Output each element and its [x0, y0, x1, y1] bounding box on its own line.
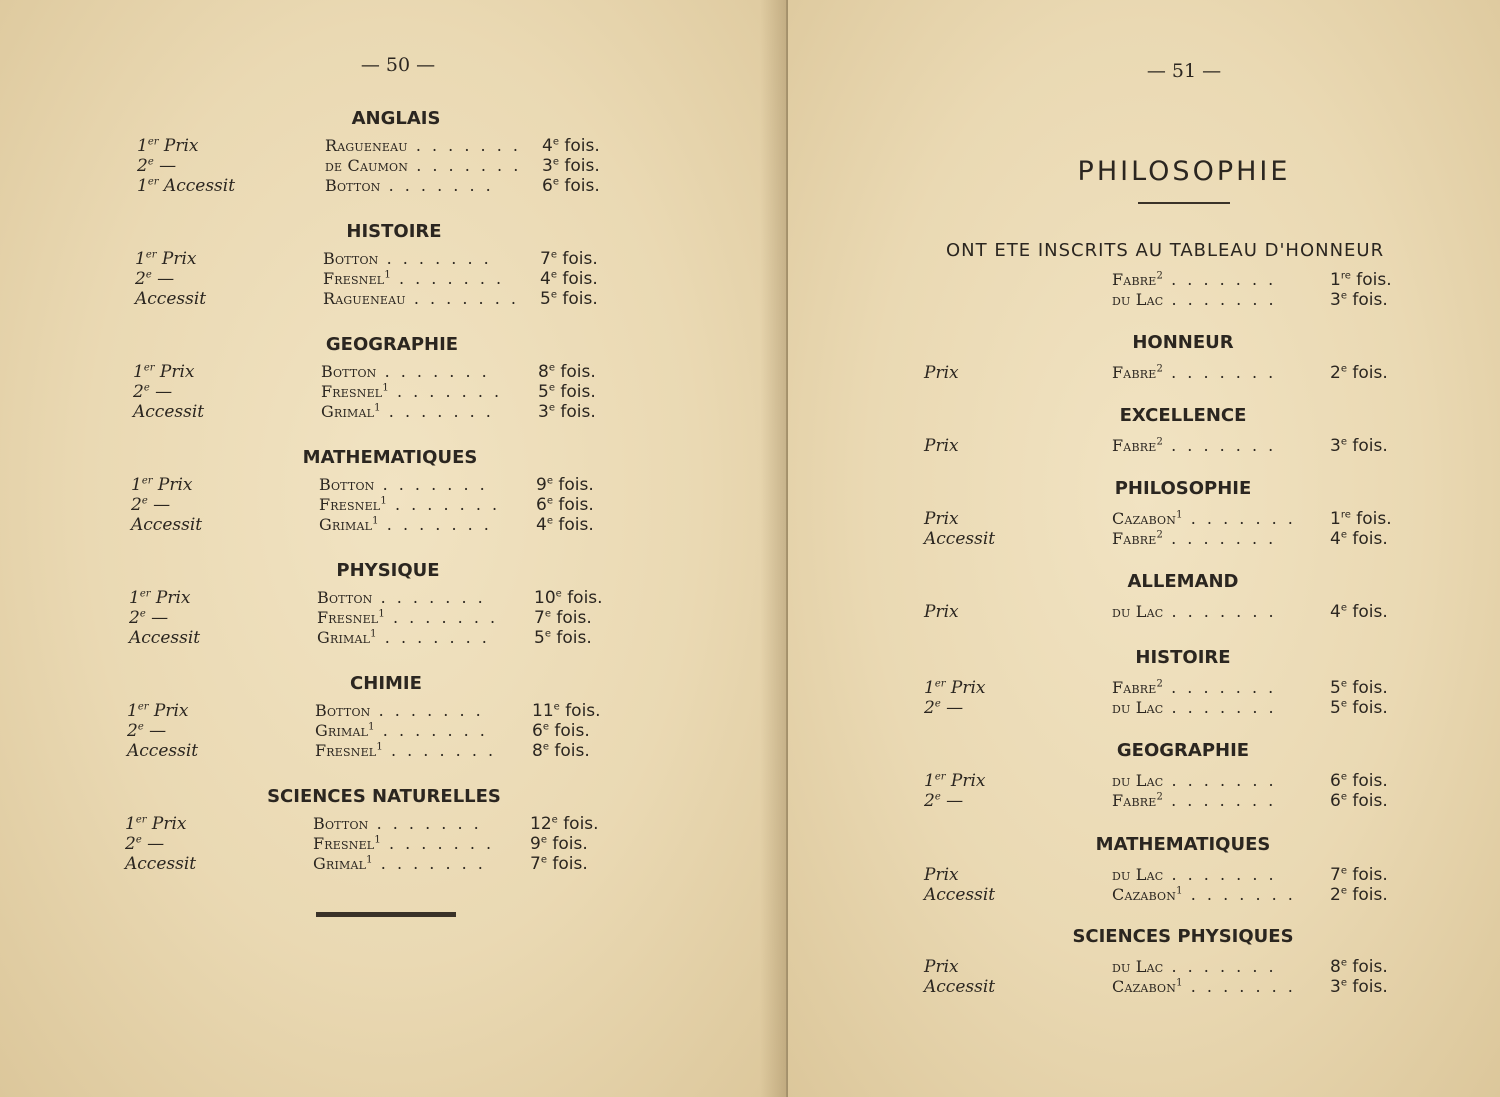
- footnote-marker: 2: [1156, 791, 1164, 803]
- award-label: Prix: [924, 957, 959, 977]
- award-label: 2e —: [127, 721, 167, 741]
- student-name: Fabre$^2$ . . . . . . .: [1112, 791, 1277, 810]
- award-label: Prix: [924, 436, 959, 456]
- section-heading: CHIMIE: [350, 673, 422, 694]
- award-label: 2e —: [135, 269, 175, 289]
- end-rule: [316, 912, 456, 917]
- award-label: Prix: [924, 602, 959, 622]
- fois-count: 9e fois.: [536, 475, 594, 495]
- award-label: 2e —: [133, 382, 173, 402]
- student-name: Grimal$^1$ . . . . . . .: [317, 628, 490, 647]
- section-heading: HONNEUR: [1132, 332, 1234, 353]
- student-name: Cazabon$^1$ . . . . . . .: [1112, 977, 1296, 996]
- student-name: Grimal$^1$ . . . . . . .: [313, 854, 486, 873]
- fois-count: 4e fois.: [1330, 602, 1388, 622]
- fois-count: 2e fois.: [1330, 363, 1388, 383]
- award-label: 1er Prix: [924, 678, 986, 698]
- footnote-marker: 1: [378, 608, 385, 620]
- fois-count: 8e fois.: [1330, 957, 1388, 977]
- fois-count: 11e fois.: [532, 701, 601, 721]
- fois-count: 3e fois.: [542, 156, 600, 176]
- fois-count: 3e fois.: [538, 402, 596, 422]
- page-number-left: — 50 —: [360, 54, 436, 76]
- tableau-heading: ONT ETE INSCRITS AU TABLEAU D'HONNEUR: [946, 240, 1385, 261]
- award-label: Accessit: [135, 289, 207, 309]
- student-name: Fresnel$^1$ . . . . . . .: [319, 495, 501, 514]
- award-label: Accessit: [127, 741, 199, 761]
- fois-count: 5e fois.: [538, 382, 596, 402]
- award-label: 1er Prix: [131, 475, 193, 495]
- award-label: 1er Prix: [129, 588, 191, 608]
- award-label: 1er Accessit: [137, 176, 236, 196]
- fois-count: 3e fois.: [1330, 977, 1388, 997]
- footnote-marker: 1: [376, 741, 383, 753]
- fois-count: 5e fois.: [1330, 698, 1388, 718]
- footnote-marker: 2: [1156, 270, 1164, 282]
- section-heading: HISTOIRE: [1135, 647, 1231, 668]
- fois-count: 7e fois.: [1330, 865, 1388, 885]
- student-name: Ragueneau . . . . . . .: [325, 136, 521, 155]
- fois-count: 6e fois.: [542, 176, 600, 196]
- student-name: Grimal$^1$ . . . . . . .: [321, 402, 494, 421]
- award-label: Prix: [924, 865, 959, 885]
- section-heading: PHILOSOPHIE: [1114, 478, 1252, 499]
- fois-count: 5e fois.: [1330, 678, 1388, 698]
- award-label: 2e —: [924, 791, 964, 811]
- right-page: [788, 0, 1500, 1097]
- section-heading: MATHEMATIQUES: [302, 447, 478, 468]
- section-heading: MATHEMATIQUES: [1095, 834, 1271, 855]
- student-name: du Lac . . . . . . .: [1112, 290, 1277, 309]
- footnote-marker: 1: [370, 628, 377, 640]
- footnote-marker: 1: [380, 495, 387, 507]
- footnote-marker: 2: [1156, 529, 1164, 541]
- footnote-marker: 1: [368, 721, 375, 733]
- section-heading: EXCELLENCE: [1119, 405, 1247, 426]
- footnote-marker: 1: [382, 382, 389, 394]
- student-name: Botton . . . . . . .: [315, 701, 484, 720]
- footnote-marker: 1: [384, 269, 391, 281]
- student-name: Botton . . . . . . .: [321, 362, 490, 381]
- student-name: Fabre$^2$ . . . . . . .: [1112, 363, 1277, 382]
- student-name: Grimal$^1$ . . . . . . .: [315, 721, 488, 740]
- student-name: Grimal$^1$ . . . . . . .: [319, 515, 492, 534]
- award-label: 1er Prix: [135, 249, 197, 269]
- footnote-marker: 1: [372, 515, 379, 527]
- student-name: Botton . . . . . . .: [313, 814, 482, 833]
- award-label: Accessit: [924, 529, 996, 549]
- fois-count: 9e fois.: [530, 834, 588, 854]
- section-heading: SCIENCES NATURELLES: [267, 786, 501, 807]
- page-number-right: — 51 —: [1146, 60, 1222, 82]
- student-name: Fabre$^2$ . . . . . . .: [1112, 678, 1277, 697]
- section-heading: ANGLAIS: [351, 108, 441, 129]
- award-label: Accessit: [125, 854, 197, 874]
- student-name: Botton . . . . . . .: [325, 176, 494, 195]
- title-rule: [1138, 202, 1230, 204]
- page-title: PHILOSOPHIE: [1077, 156, 1291, 187]
- award-label: Prix: [924, 509, 959, 529]
- fois-count: 6e fois.: [1330, 791, 1388, 811]
- award-label: 2e —: [125, 834, 165, 854]
- section-heading: GEOGRAPHIE: [1116, 740, 1250, 761]
- student-name: Fresnel$^1$ . . . . . . .: [321, 382, 503, 401]
- award-label: Accessit: [924, 977, 996, 997]
- student-name: du Lac . . . . . . .: [1112, 865, 1277, 884]
- student-name: du Lac . . . . . . .: [1112, 602, 1277, 621]
- student-name: Fresnel$^1$ . . . . . . .: [317, 608, 499, 627]
- student-name: Fabre$^2$ . . . . . . .: [1112, 270, 1277, 289]
- fois-count: 2e fois.: [1330, 885, 1388, 905]
- student-name: Cazabon$^1$ . . . . . . .: [1112, 885, 1296, 904]
- student-name: Fresnel$^1$ . . . . . . .: [323, 269, 505, 288]
- fois-count: 4e fois.: [540, 269, 598, 289]
- award-label: 2e —: [924, 698, 964, 718]
- footnote-marker: 1: [374, 402, 381, 414]
- award-label: 1er Prix: [133, 362, 195, 382]
- footnote-marker: 2: [1156, 678, 1164, 690]
- student-name: de Caumon . . . . . . .: [325, 156, 522, 175]
- student-name: Fabre$^2$ . . . . . . .: [1112, 529, 1277, 548]
- footnote-marker: 2: [1156, 436, 1164, 448]
- fois-count: 6e fois.: [536, 495, 594, 515]
- fois-count: 8e fois.: [532, 741, 590, 761]
- student-name: Cazabon$^1$ . . . . . . .: [1112, 509, 1296, 528]
- fois-count: 1re fois.: [1330, 509, 1392, 529]
- student-name: Fresnel$^1$ . . . . . . .: [315, 741, 497, 760]
- student-name: Ragueneau . . . . . . .: [323, 289, 519, 308]
- student-name: Botton . . . . . . .: [317, 588, 486, 607]
- award-label: Accessit: [129, 628, 201, 648]
- award-label: Accessit: [133, 402, 205, 422]
- award-label: Accessit: [924, 885, 996, 905]
- section-heading: SCIENCES PHYSIQUES: [1072, 926, 1294, 947]
- student-name: du Lac . . . . . . .: [1112, 698, 1277, 717]
- award-label: 1er Prix: [127, 701, 189, 721]
- fois-count: 8e fois.: [538, 362, 596, 382]
- award-label: 2e —: [137, 156, 177, 176]
- fois-count: 10e fois.: [534, 588, 603, 608]
- fois-count: 3e fois.: [1330, 290, 1388, 310]
- footnote-marker: 1: [1176, 885, 1183, 897]
- student-name: Fabre$^2$ . . . . . . .: [1112, 436, 1277, 455]
- footnote-marker: 2: [1156, 363, 1164, 375]
- fois-count: 7e fois.: [530, 854, 588, 874]
- award-label: 1er Prix: [924, 771, 986, 791]
- fois-count: 4e fois.: [1330, 529, 1388, 549]
- award-label: Accessit: [131, 515, 203, 535]
- student-name: du Lac . . . . . . .: [1112, 771, 1277, 790]
- fois-count: 12e fois.: [530, 814, 599, 834]
- award-label: 2e —: [129, 608, 169, 628]
- student-name: Botton . . . . . . .: [323, 249, 492, 268]
- section-heading: HISTOIRE: [346, 221, 442, 242]
- fois-count: 7e fois.: [540, 249, 598, 269]
- footnote-marker: 1: [366, 854, 373, 866]
- fois-count: 6e fois.: [1330, 771, 1388, 791]
- student-name: Botton . . . . . . .: [319, 475, 488, 494]
- award-label: 2e —: [131, 495, 171, 515]
- fois-count: 4e fois.: [542, 136, 600, 156]
- fois-count: 4e fois.: [536, 515, 594, 535]
- fois-count: 5e fois.: [534, 628, 592, 648]
- section-heading: ALLEMAND: [1127, 571, 1239, 592]
- fois-count: 6e fois.: [532, 721, 590, 741]
- fois-count: 3e fois.: [1330, 436, 1388, 456]
- fois-count: 7e fois.: [534, 608, 592, 628]
- section-heading: GEOGRAPHIE: [325, 334, 459, 355]
- award-label: 1er Prix: [137, 136, 199, 156]
- fois-count: 5e fois.: [540, 289, 598, 309]
- footnote-marker: 1: [1176, 977, 1183, 989]
- footnote-marker: 1: [374, 834, 381, 846]
- fois-count: 1re fois.: [1330, 270, 1392, 290]
- award-label: 1er Prix: [125, 814, 187, 834]
- section-heading: PHYSIQUE: [336, 560, 440, 581]
- footnote-marker: 1: [1176, 509, 1183, 521]
- student-name: du Lac . . . . . . .: [1112, 957, 1277, 976]
- student-name: Fresnel$^1$ . . . . . . .: [313, 834, 495, 853]
- award-label: Prix: [924, 363, 959, 383]
